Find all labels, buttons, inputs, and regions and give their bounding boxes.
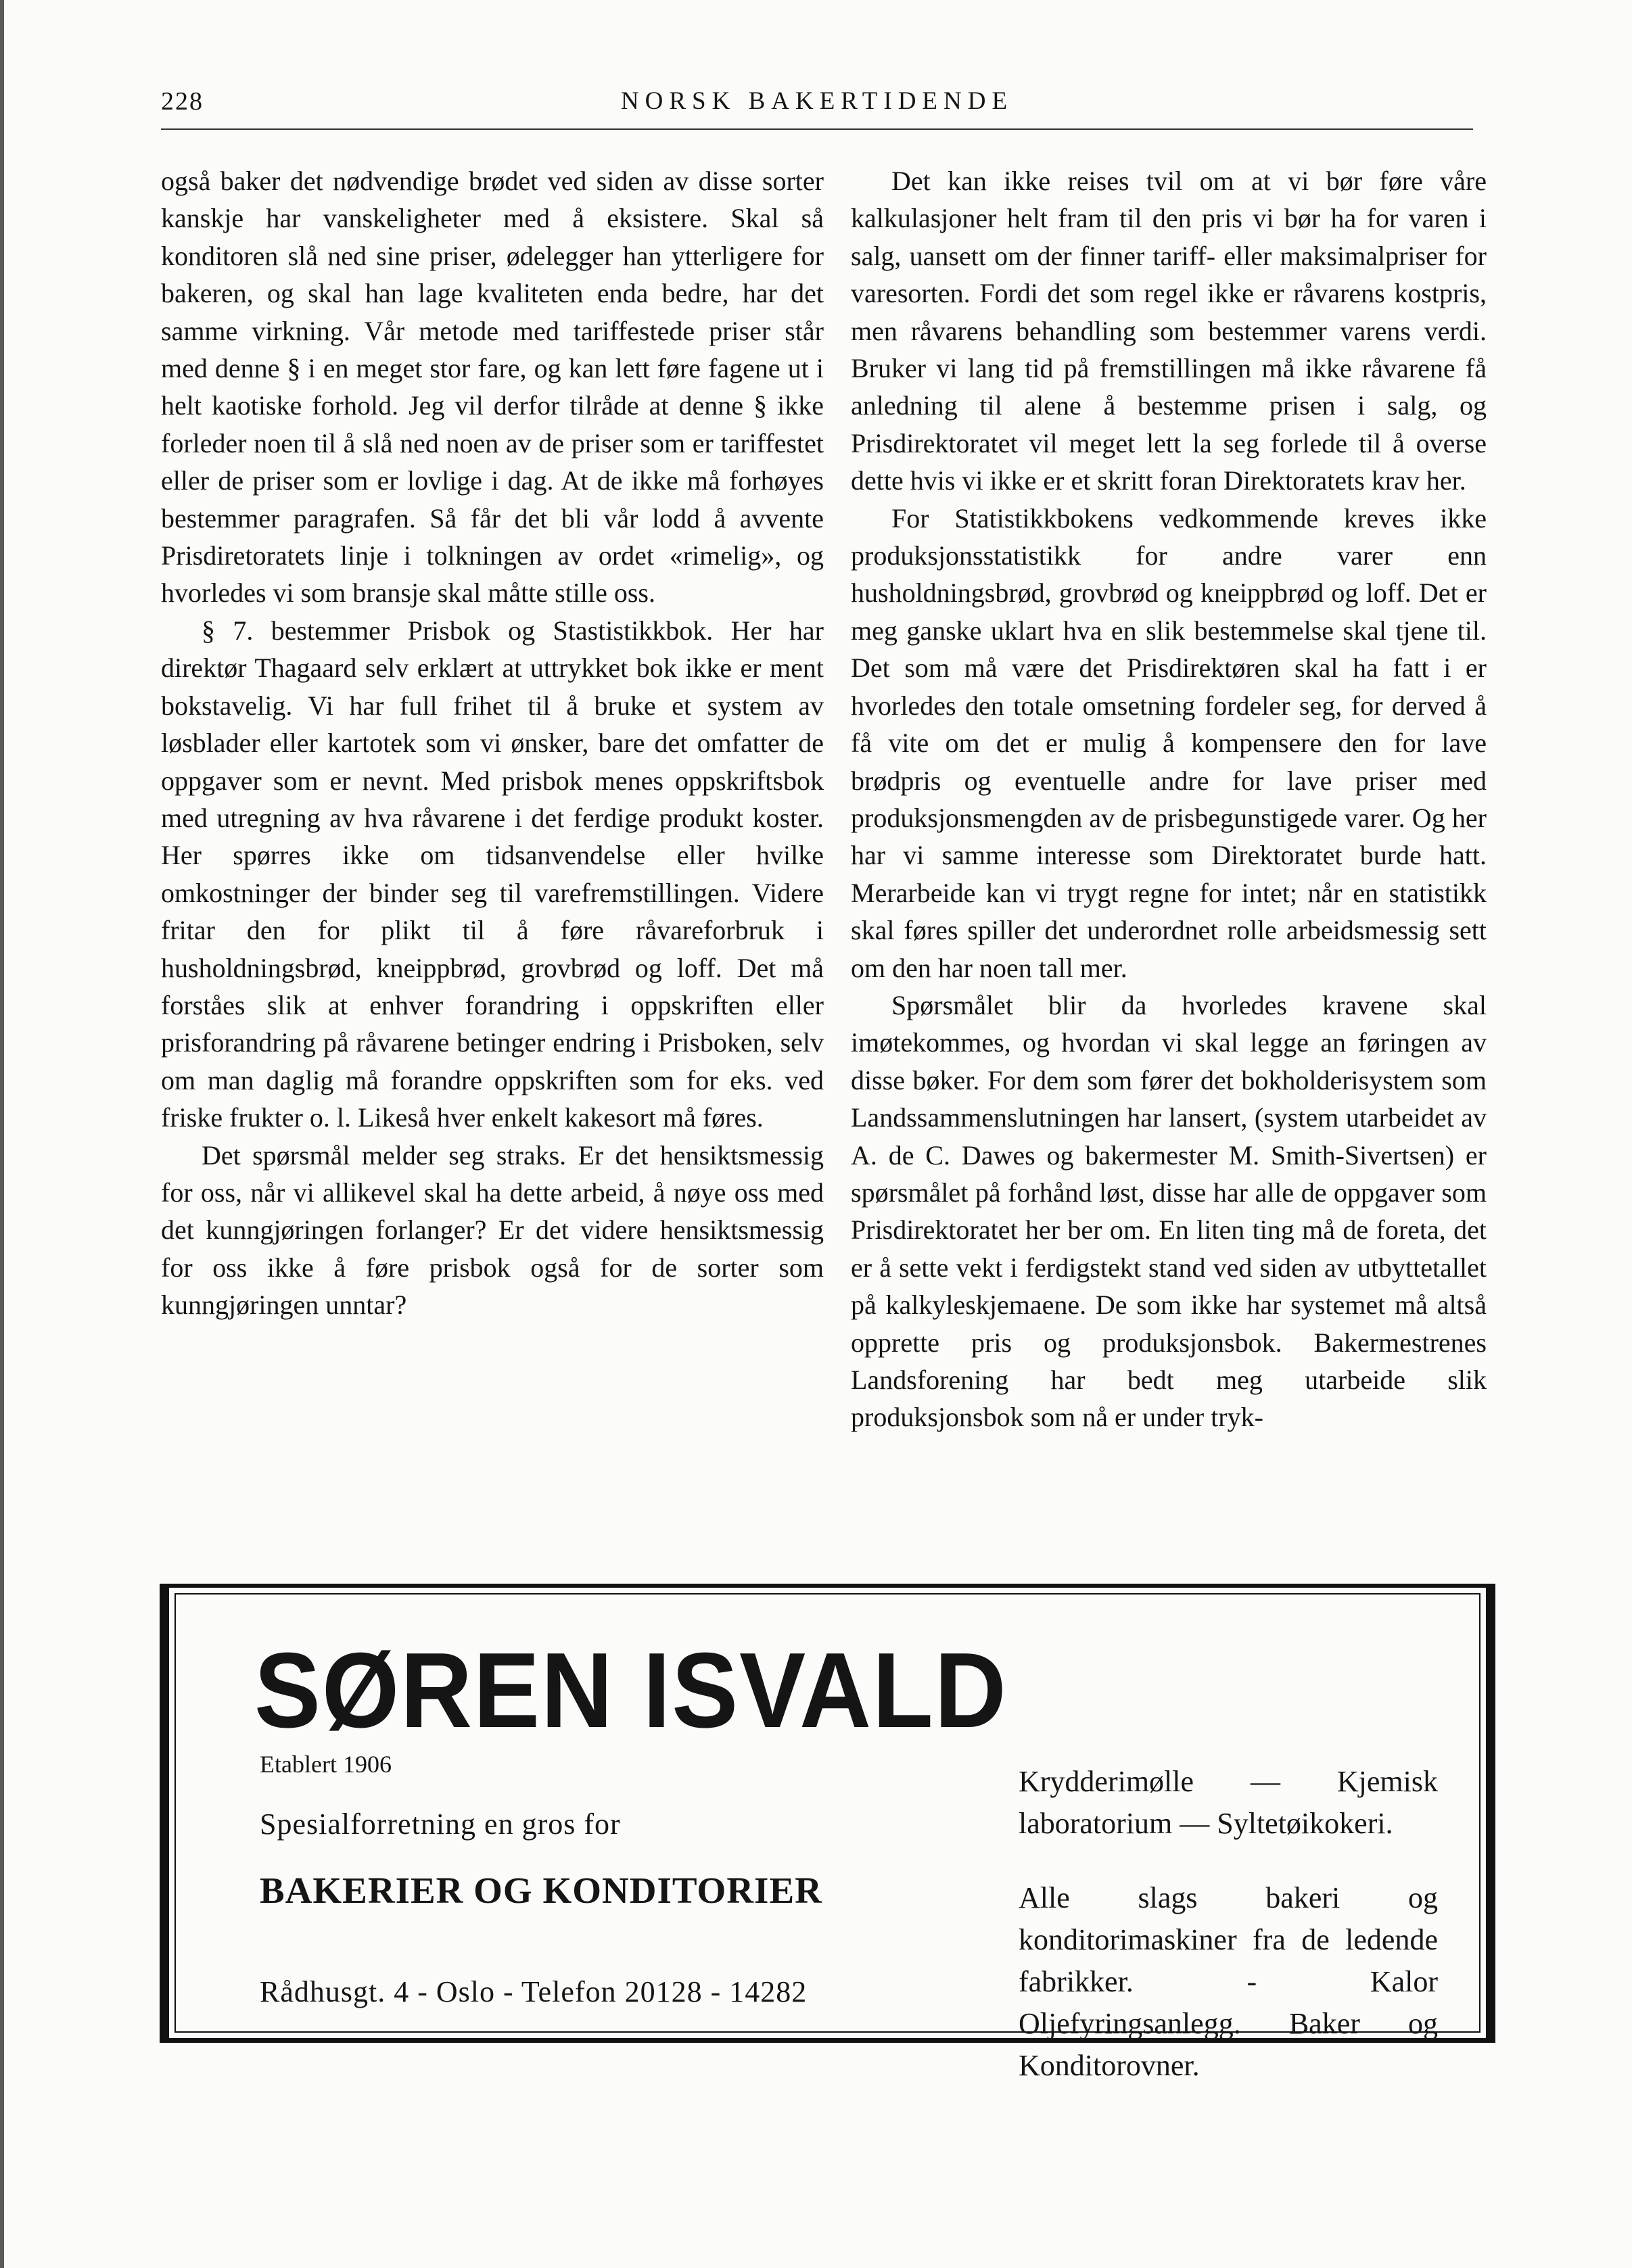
ad-frame-left-inner — [174, 1593, 176, 2033]
ad-trade: BAKERIER OG KONDITORIER — [260, 1870, 822, 1911]
ad-services — [1019, 1761, 1438, 2087]
left-column — [161, 162, 824, 1324]
header-rule — [161, 128, 1473, 130]
ad-address: Rådhusgt. 4 - Oslo - Telefon 20128 - 14282 — [260, 1975, 808, 2008]
ad-services-line-2: Alle slags bakeri og konditorimaskiner fra de ledende fabrikker. - Kalor Oljefyringsanlegg. Baker og Konditorovner. — [1019, 1881, 1438, 2082]
ad-specialty: Spesialforretning en gros for — [260, 1808, 621, 1841]
ad-frame-right — [1486, 1584, 1495, 2043]
ad-frame-top — [160, 1584, 1495, 1588]
left-paragraph-1: også baker det nødvendige brødet ved siden av disse sorter kanskje har vanskeligheter med å eksistere. Skal så konditoren slå ned sine priser, ødelegger han ytterligere for bakeren, og skal han lage kvaliteten enda bedre, har det samme virkning. Vår metode med tariffestede priser står med denne § i en meget stor fare, og kan lett føre fagene ut i helt kaotiske forhold. Jeg vil derfor tilråde at denne § ikke forleder noen til å slå ned noen av de priser som er tariffestet eller de priser som er lovlige i dag. At de ikke må forhøyes bestemmer paragrafen. Så får det bli vår lodd å avvente Prisdiretoratets linje i tolkningen av ordet «rimelig», og hvorledes vi som bransje skal måtte stille oss. — [161, 166, 824, 609]
right-paragraph-2: For Statistikkbokens vedkommende kreves ikke produksjonsstatistikk for andre varer enn husholdningsbrød, grovbrød og kneippbrød og loff. Det er meg ganske uklart hva en slik bestemmelse skal tjene til. Det som må være det Prisdirektøren skal ha fatt i er hvorledes den totale omsetning fordeler seg, for derved å få vite om det er mulig å kompensere den for lave brødpris og eventuelle andre for lave priser med produksjonsmengden av de prisbegunstigede varer. Og her har vi samme interesse som Direktoratet burde hatt. Merarbeide kan vi trygt regne for intet; når en statistikk skal føres spiller det underordnet rolle arbeidsmessig sett om den har noen tall mer. — [851, 502, 1487, 983]
running-header — [161, 87, 1473, 134]
right-paragraph-1: Det kan ikke reises tvil om at vi bør føre våre kalkulasjoner helt fram til den pris vi bør ha for varen i salg, uansett om der finner tariff- eller maksimalpriser for varesorten. Fordi det som regel ikke er råvarens kostpris, men råvarens behandling som bestemmer varens verdi. Bruker vi lang tid på fremstillingen må ikke råvarene få anledning til alene å bestemme prisen i salg, og Prisdirektoratet vil meget lett la seg forlede til å overse dette hvis vi ikke er et skritt foran Direktoratets krav her. — [851, 166, 1487, 496]
journal-title: NORSK BAKERTIDENDE — [620, 87, 1014, 115]
left-paragraph-2: § 7. bestemmer Prisbok og Stastistikkbok. Her har direktør Thagaard selv erklært at uttrykket bok ikke er ment bokstavelig. Vi har full frihet til å bruke et system av løsblader eller kartotek som vi ønsker, bare det omfatter de oppgaver som er nevnt. Med prisbok menes oppskriftsbok med utregning av hva råvarene i det ferdige produkt koster. Her spørres ikke om tidsanvendelse eller hvilke omkostninger der binder seg til varefremstillingen. Videre fritar den for plikt til å føre råvareforbruk i husholdningsbrød, kneippbrød, grovbrød og loff. Det må forståes slik at enhver forandring i oppskriften eller prisforandring på råvarene betinger endring i Prisboken, selv om man daglig må forandre oppskriften som for eks. ved friske frukter o. l. Likeså hver enkelt kakesort må føres. — [161, 615, 824, 1133]
right-column — [851, 162, 1487, 1436]
page-number: 228 — [161, 87, 204, 116]
ad-frame-left — [160, 1584, 169, 2043]
advertisement-box — [160, 1584, 1495, 2082]
right-paragraph-3: Spørsmålet blir da hvorledes kravene skal imøtekommes, og hvordan vi skal legge an føringen av disse bøker. For dem som fører det bokholderisystem som Landssammenslutningen har lansert, (system utarbeidet av A. de C. Dawes og bakermester M. Smith-Sivertsen) er spørsmålet på forhånd løst, disse har alle de oppgaver som Prisdirektoratet her ber om. En liten ting må de foreta, det er å sette vekt i ferdigstekt stand ved siden av utbyttetallet på kalkyleskjemaene. De som ikke har systemet må altså opprette pris og produksjonsbok. Bakermestrenes Landsforening har bedt meg utarbeide slik produksjonsbok som nå er under tryk- — [851, 989, 1487, 1433]
ad-company-name: SØREN ISVALD — [254, 1631, 1008, 1750]
ad-services-line-1: Krydderimølle — Kjemisk laboratorium — Syltetøikokeri. — [1019, 1765, 1438, 1840]
left-paragraph-3: Det spørsmål melder seg straks. Er det hensiktsmessig for oss, når vi allikevel skal ha dette arbeid, å nøye oss med det kunngjøringen forlanger? Er det videre hensiktsmessig for oss ikke å føre prisbok også for de sorter som kunngjøringen unntar? — [161, 1139, 824, 1321]
ad-established: Etablert 1906 — [260, 1751, 392, 1778]
ad-frame-top-inner — [174, 1593, 1481, 1594]
ad-frame-right-inner — [1479, 1593, 1481, 2033]
scan-edge — [0, 0, 4, 2268]
